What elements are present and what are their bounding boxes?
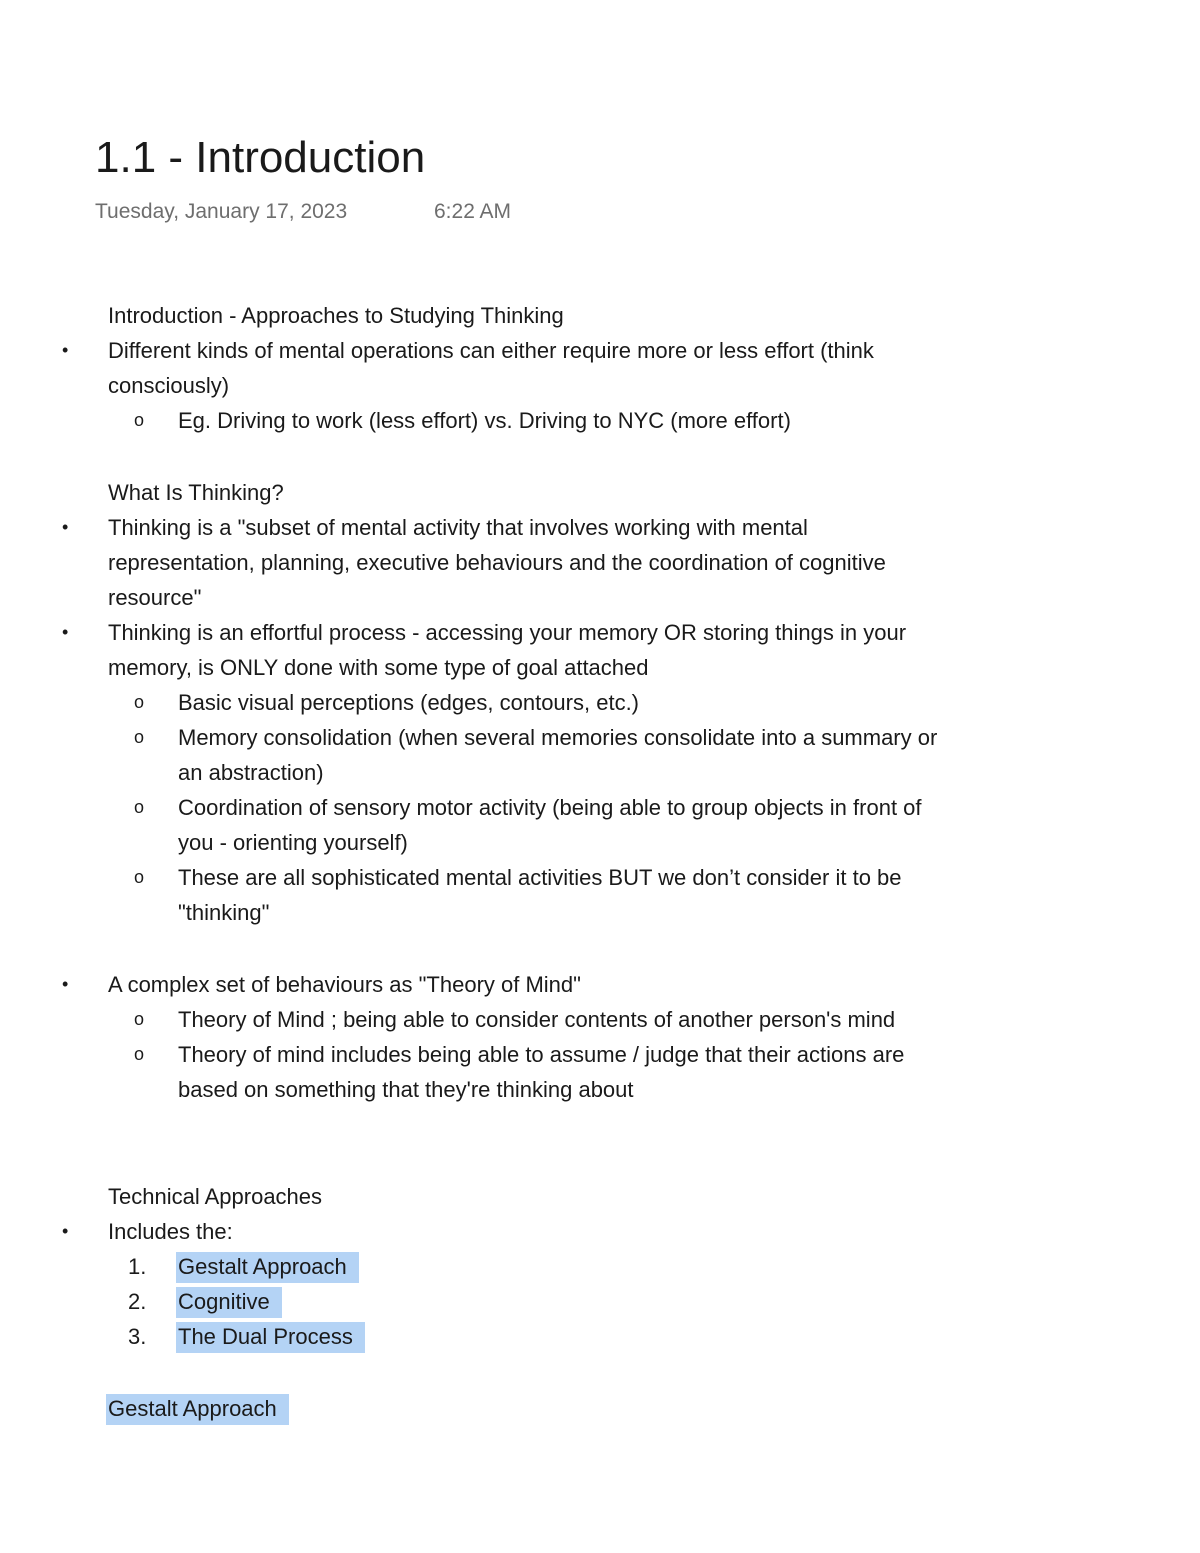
sub-list-item (0, 1037, 1108, 1072)
section-heading: Introduction - Approaches to Studying Thinking (108, 303, 564, 328)
numbered-list-item (0, 1284, 1108, 1319)
list-item-continuation: resource" (108, 585, 202, 610)
section-heading: Technical Approaches (108, 1184, 323, 1209)
sub-list-item (0, 720, 1108, 755)
spacer (0, 1354, 1200, 1391)
sub-bullet-icon: o (134, 410, 145, 430)
list-item-text: Thinking is a "subset of mental activity that involves working with mental (108, 515, 808, 540)
sub-list-item (0, 1002, 1108, 1037)
sub-list-item (0, 403, 1108, 438)
sub-list-item-text: Memory consolidation (when several memories consolidate into a summary or (178, 725, 938, 750)
sub-list-item-continuation: based on something that they're thinking about (178, 1077, 634, 1102)
note-date: Tuesday, January 17, 2023 (95, 200, 348, 223)
list-item (0, 1214, 1108, 1249)
sub-bullet-icon: o (134, 1009, 145, 1029)
list-number: 2. (128, 1289, 147, 1314)
sub-bullet-icon: o (134, 727, 145, 747)
list-item-text: Different kinds of mental operations can either require more or less effort (think (108, 338, 874, 363)
list-number: 3. (128, 1324, 147, 1349)
list-item (0, 615, 1108, 650)
highlighted-text: The Dual Process (176, 1322, 365, 1353)
spacer (0, 930, 1200, 967)
note-body (0, 298, 1200, 1426)
bullet-icon: • (62, 517, 69, 537)
list-item-continuation: consciously) (108, 373, 230, 398)
sub-bullet-icon: o (134, 1044, 145, 1064)
sub-list-item-text: Theory of Mind ; being able to consider contents of another person's mind (178, 1007, 896, 1032)
bullet-icon: • (62, 974, 69, 994)
sub-list-item (0, 685, 1108, 720)
highlighted-text: Gestalt Approach (176, 1252, 359, 1283)
sub-bullet-icon: o (134, 797, 145, 817)
sub-bullet-icon: o (134, 867, 145, 887)
list-item-text: Thinking is an effortful process - accessing your memory OR storing things in your (108, 620, 907, 645)
bullet-icon: • (62, 1221, 69, 1241)
spacer (0, 1107, 1200, 1179)
highlighted-heading: Gestalt Approach (106, 1394, 289, 1425)
note-time: 6:22 AM (434, 200, 512, 223)
list-number: 1. (128, 1254, 147, 1279)
sub-list-item-text: Eg. Driving to work (less effort) vs. Driving to NYC (more effort) (178, 408, 791, 433)
sub-list-item-continuation: an abstraction) (178, 760, 324, 785)
sub-list-item-text: Coordination of sensory motor activity (being able to group objects in front of (178, 795, 922, 820)
list-item (0, 967, 1108, 1002)
list-item-continuation: representation, planning, executive behaviours and the coordination of cognitive (108, 550, 886, 575)
section-heading: What Is Thinking? (108, 480, 284, 505)
list-item-text: Includes the: (108, 1219, 233, 1244)
sub-list-item-text: Basic visual perceptions (edges, contours, etc.) (178, 690, 640, 715)
spacer (0, 438, 1200, 475)
bullet-icon: • (62, 622, 69, 642)
numbered-list-item (0, 1319, 1108, 1354)
list-item (0, 510, 1108, 545)
highlighted-text: Cognitive (176, 1287, 282, 1318)
sub-list-item (0, 860, 1108, 895)
list-item (0, 333, 1108, 368)
list-item-text: A complex set of behaviours as "Theory of Mind" (108, 972, 581, 997)
sub-list-item-continuation: you - orienting yourself) (178, 830, 408, 855)
section-heading (0, 1391, 1108, 1426)
sub-list-item-text: These are all sophisticated mental activities BUT we don’t consider it to be (178, 865, 902, 890)
list-item-continuation: memory, is ONLY done with some type of goal attached (108, 655, 649, 680)
numbered-list-item (0, 1249, 1108, 1284)
page-title: 1.1 - Introduction (95, 133, 426, 182)
sub-list-item-continuation: "thinking" (178, 900, 270, 925)
sub-list-item (0, 790, 1108, 825)
sub-list-item-text: Theory of mind includes being able to assume / judge that their actions are (178, 1042, 905, 1067)
page-cutoff (0, 1432, 1200, 1553)
bullet-icon: • (62, 340, 69, 360)
sub-bullet-icon: o (134, 692, 145, 712)
